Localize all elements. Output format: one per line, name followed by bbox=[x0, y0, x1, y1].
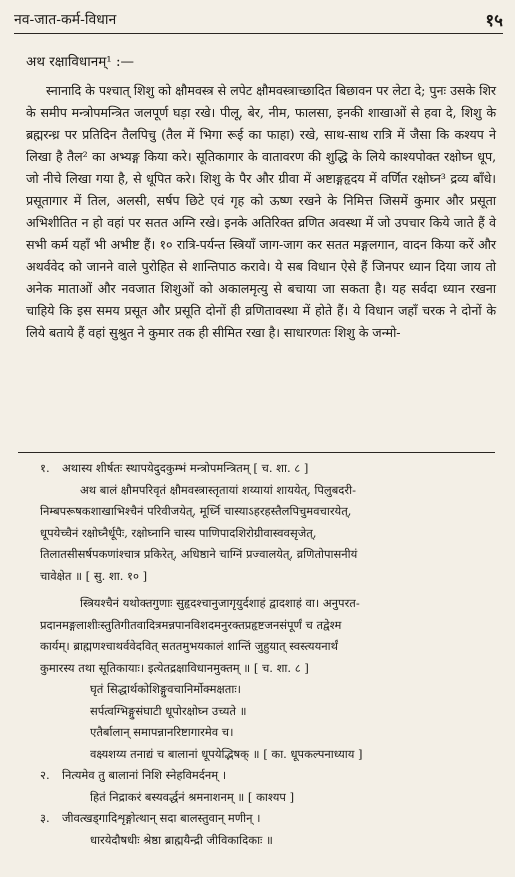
footnote-line: प्रदानमङ्गलाशीःस्तुतिगीतवादित्रमन्नपानविशदमनुरक्तप्रहृष्टजनसंपूर्णं च तद्वेश्म bbox=[40, 617, 342, 632]
verse-line: एतैर्बालान् समापन्नानरिष्टागारमेव च। bbox=[90, 725, 234, 739]
footnote-line: कुमारस्य तथा सूतिकायाः। इत्येतद्रक्षाविधानमुक्तम् ॥ [ च. शा. ८ ] bbox=[40, 660, 309, 675]
footnote-line: कार्यम्। ब्राह्मणश्चाथर्ववेदवित् सततमुभयकालं शान्तिं जुहुयात् स्वस्त्ययनार्थं bbox=[40, 639, 338, 653]
footnote-number: १. bbox=[40, 461, 50, 475]
verse-line: सर्पत्वग्भिङ्गुसंघाटी धूपोरक्षोघ्न उच्यते ॥ bbox=[90, 703, 247, 718]
footnotes bbox=[40, 458, 498, 851]
verse-line: वक्ष्यशय्य तनाद्यं च बालानां धूपयेद्भिषक् ॥ [ का. धूपकल्पनाध्याय ] bbox=[90, 746, 363, 761]
body-paragraph: स्नानादि के पश्चात् शिशु को क्षौमवस्त्र से लपेट क्षौमवस्त्राच्छादित बिछावन पर लेटा दे; पुनः उसके शिर के समीप मन्त्रोपमन्त्रित जलपूर्ण घड़ा रखे। पीलू, बेर, नीम, फालसा, इनकी शाखाओं से हवा दे, शिशु के ब्रह्मरन्ध्र पर प्रतिदिन तैलपिचु (तैल में भिगा रूई का फाहा) रखे, साथ-साथ रात्रि में जैसा कि कश्यप ने लिखा है तैल² का अभ्यङ्ग किया करे। सूतिकागार के वातावरण की शुद्धि के लिये काश्यपोक्त रक्षोघ्न धूप, जो नीचे लिखा गया है, से धूपित करे। शिशु के पैर और ग्रीवा में अष्टाङ्गहृदय में वर्णित रक्षोघ्न³ द्रव्य बाँधे। प्रसूतागार में तिल, अलसी, सर्षप छिटे एवं गृह को ऊष्ण रखने के निमित्त जिसमें कुमार और प्रसूता अभिशीतित न हो वहां पर सतत अग्नि रखे। इनके अतिरिक्त व्रणित अवस्था में जो उपचार किये जाते हैं वे सभी कर्म यहाँ भी अभीष्ट हैं। १० रात्रि-पर्यन्त स्त्रियाँ जाग-जाग कर सतत मङ्गलगान, वादन किया करें और अथर्ववेद को जानने वाले पुरोहित से शान्तिपाठ करावे। ये सब विधान ऐसे हैं जिनपर ध्यान दिया जाय तो अनेक माताओं और नवजात शिशुओं को अकालमृत्यु से बचाया जा सकता है। यह सर्वदा ध्यान रखना चाहिये कि इस समय प्रसूत और प्रसूति दोनों ही व्रणितावस्था में होते हैं। ये विधान जहाँ चरक ने दोनों के लिये बताये हैं वहां सुश्रुत ने कुमार तक ही सीमित रखा है। साधारणतः शिशु के जन्मो- bbox=[26, 83, 496, 340]
footnote-line: अथास्य शीर्षतः स्थापयेदुदकुम्भं मन्त्रोपमन्त्रितम् [ च. शा. ८ ] bbox=[62, 461, 309, 475]
footnote-line: धारयेदौषधीः श्रेष्ठा ब्राह्मयैन्द्री जीविकादिकाः ॥ bbox=[90, 832, 273, 847]
section-heading: अथ रक्षाविधानम्¹ :— bbox=[26, 54, 135, 70]
footnote-line: नित्यमेव तु बालानां निशि स्नेहविमर्दनम् । bbox=[62, 768, 227, 782]
footnote-3 bbox=[40, 808, 498, 851]
footnote-line: चावेक्षेत ॥ [ सु. शा. १० ] bbox=[40, 568, 148, 583]
footnote-line: स्त्रियश्चैनं यथोक्तगुणाः सुहृदश्चानुजागृयुर्दशाहं द्वादशाहं वा। अनुपरत- bbox=[80, 596, 360, 610]
footnote-line: निम्बपरूषकशाखाभिश्चैनं परिवीजयेत्, मूर्ध्नि चास्याऽहरहस्तैलपिचुमवचारयेत्, bbox=[40, 504, 352, 518]
footnote-line: अथ बालं क्षौमपरिवृतं क्षौमवस्त्रास्तृतायां शय्यायां शाययेत्, पिलुबदरी- bbox=[80, 482, 356, 497]
header-rule bbox=[14, 33, 503, 34]
footnote-line: जीवत्खड्गादिशृङ्गोत्थान् सदा बालस्तुवान् मणीन् । bbox=[62, 811, 261, 825]
footnote-2 bbox=[40, 765, 498, 808]
running-title: नव-जात-कर्म-विधान bbox=[14, 12, 117, 28]
footnote-line: तिलातसीसर्षपकणांश्चात्र प्रकिरेत्, अधिष्ठाने चाग्निं प्रज्वालयेत्, व्रणितोपासनीयं bbox=[40, 547, 358, 561]
footnote-1 bbox=[40, 458, 498, 765]
page-header bbox=[14, 6, 503, 32]
verse-line: घृतं सिद्धार्थकोशिङ्गुवचानिर्मोक्मक्षताः। bbox=[90, 682, 242, 696]
footnote-line: हितं निद्राकरं बस्यवर्द्धनं श्रमनाशनम् ॥ [ काश्यप ] bbox=[90, 789, 295, 804]
footnote-number: ३. bbox=[40, 811, 50, 825]
footnote-rule bbox=[18, 452, 495, 453]
footnote-line: धूपयेच्चैनं रक्षोघ्नैर्धूपैः, रक्षोघ्नानि चास्य पाणिपादशिरोग्रीवास्ववसृजेत्, bbox=[40, 525, 317, 540]
page-number: १५ bbox=[485, 11, 503, 31]
footnote-number: २. bbox=[40, 768, 50, 782]
